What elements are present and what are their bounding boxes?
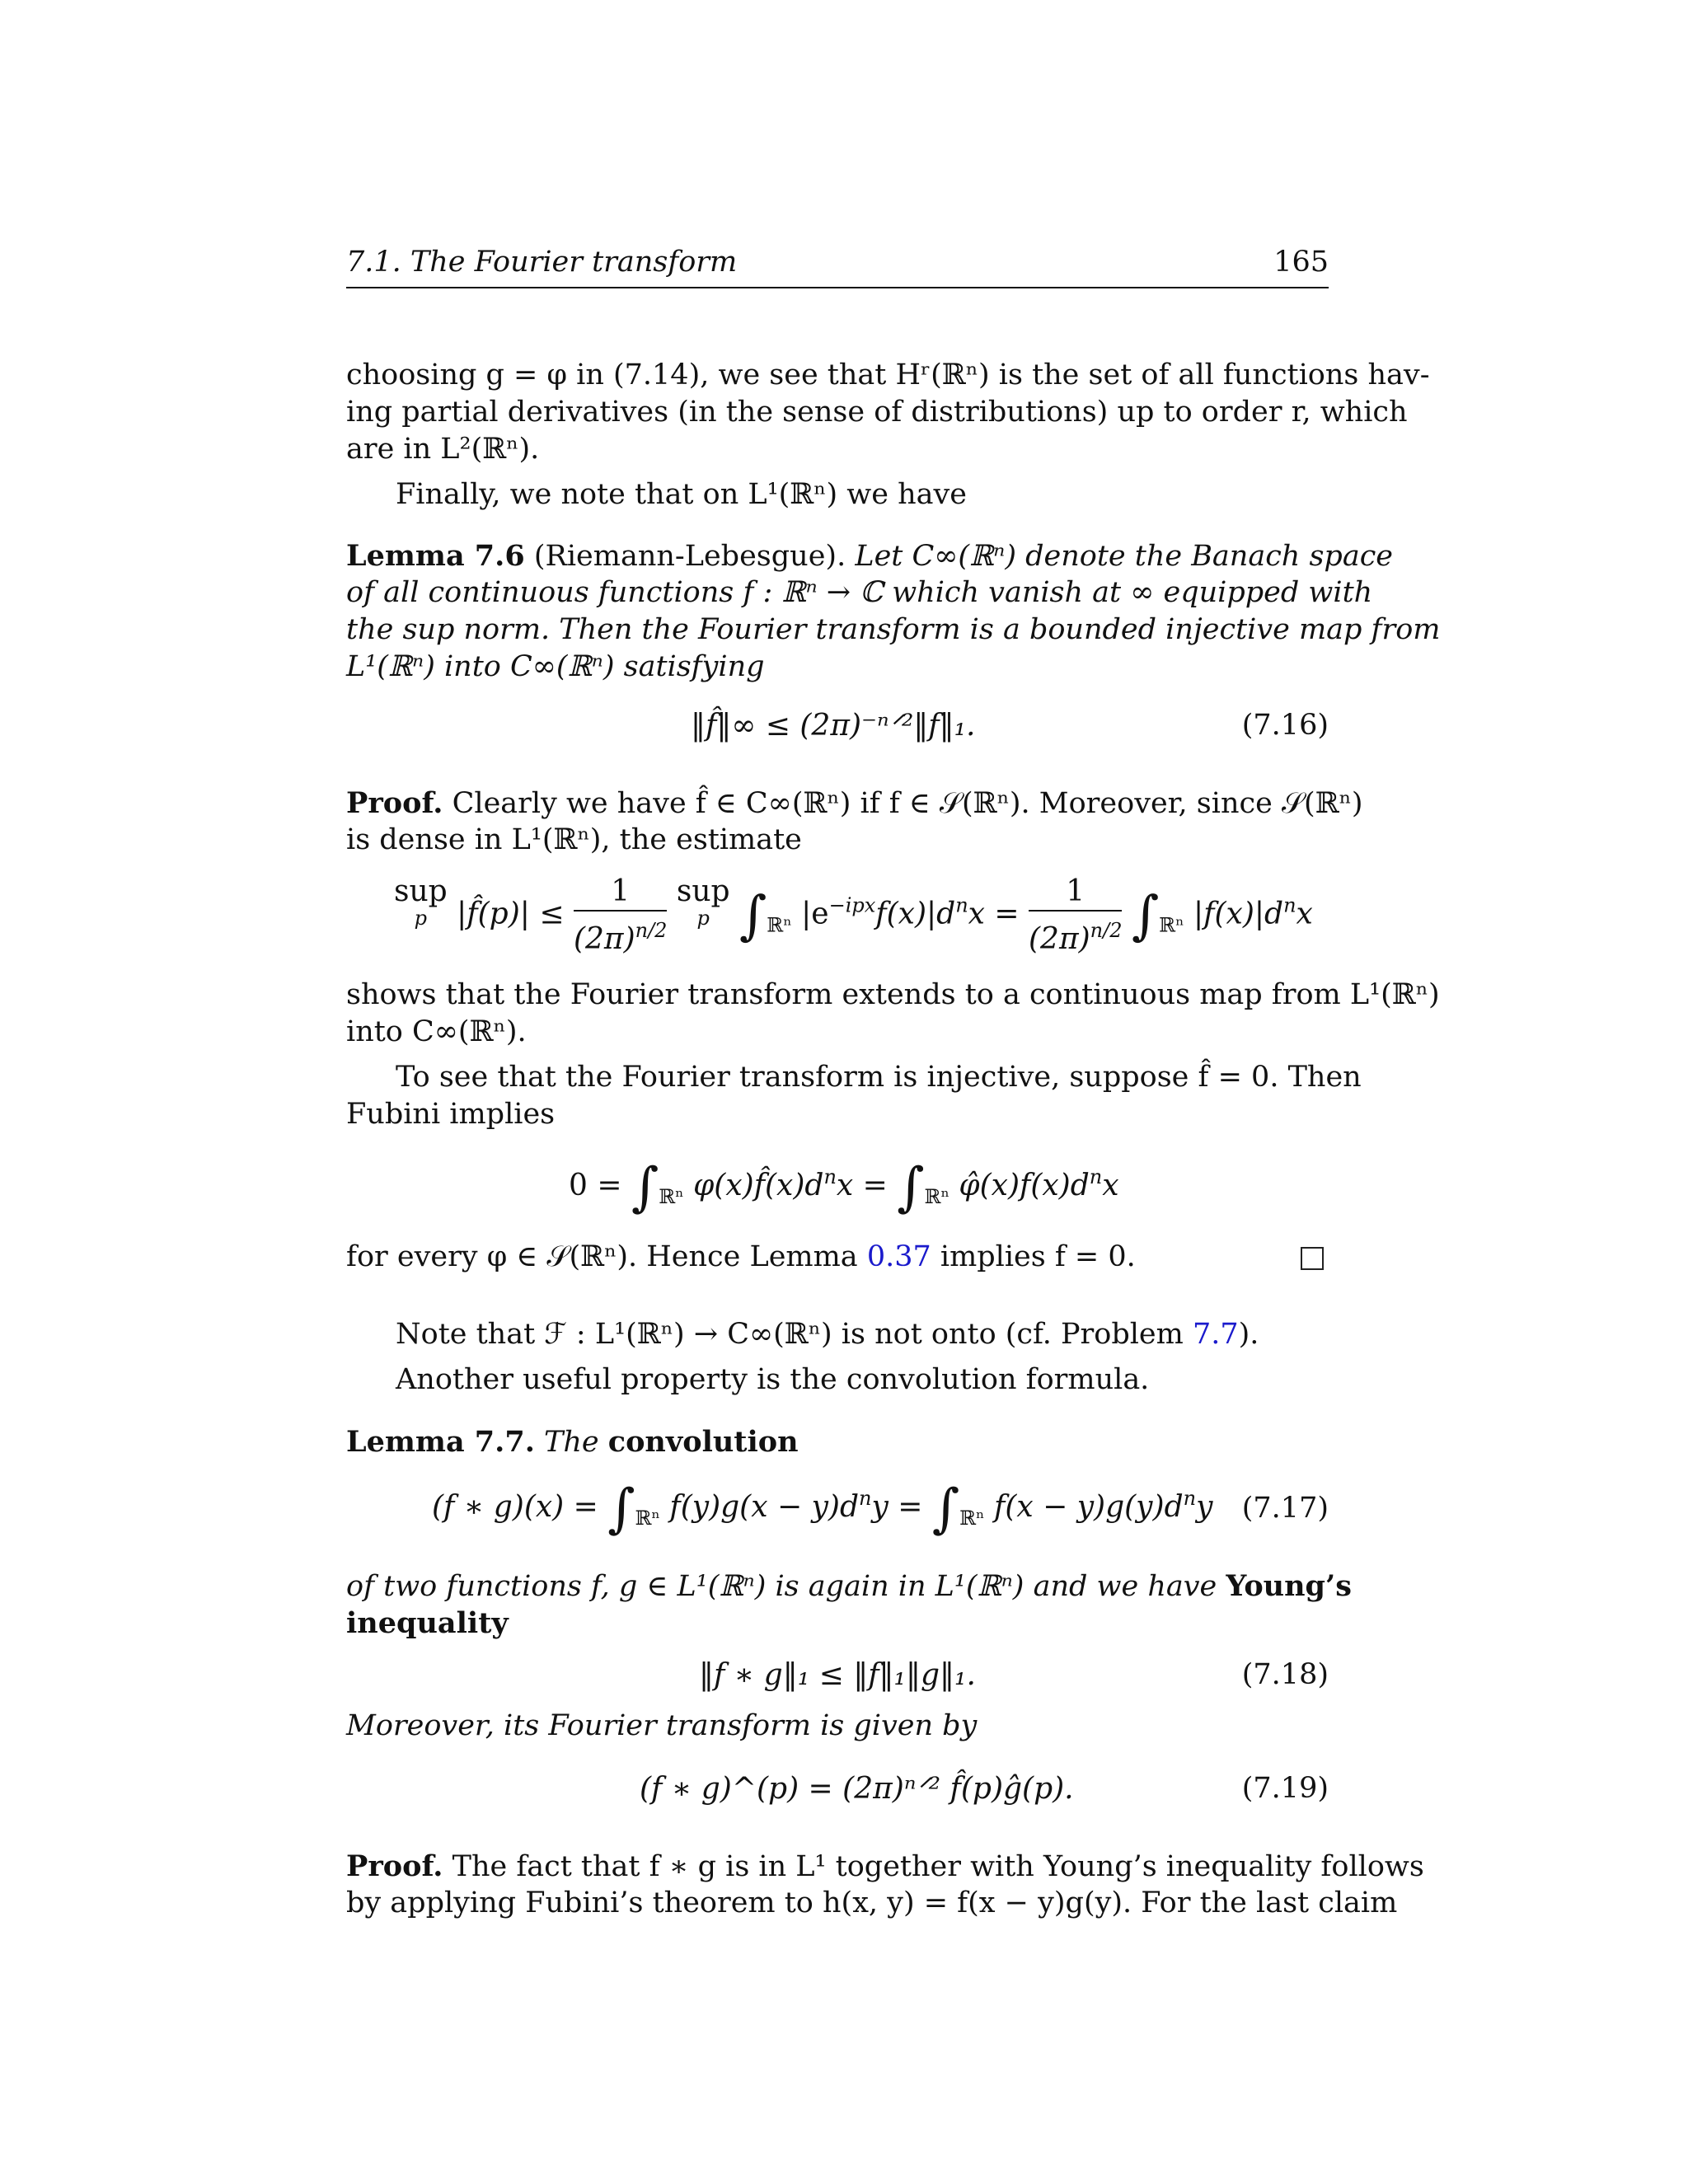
proof2-label: Proof. [346, 1849, 443, 1883]
lemma76-line3: the sup norm. Then the Fourier transform is a bounded injective map from [346, 613, 1441, 646]
proof1-line6: Fubini implies [346, 1098, 556, 1131]
proof1-line1 [346, 785, 1363, 823]
lemma76-text1: Let C∞(ℝⁿ) denote the Banach space [855, 540, 1394, 573]
lemma76-name: (Riemann-Lebesgue). [533, 540, 846, 573]
proof1-line2: is dense in L¹(ℝⁿ), the estimate [346, 823, 802, 856]
lemma77-line1 [346, 1423, 799, 1461]
proof1-line7-post: implies f = 0. [931, 1240, 1136, 1273]
para4: Another useful property is the convolution formula. [396, 1363, 1150, 1396]
para3-post: ). [1238, 1318, 1259, 1351]
equation-7-17: (f ∗ $g)(x) = \int_{ℝ^n}$ $f(y)g(x - y)d^ny = \int_{ℝ^n}$ $f(x - y)g(y)d^ny$ [432, 1479, 1213, 1540]
eqnum-7-18: (7.18) [1241, 1658, 1329, 1691]
lemma77-term: convolution [607, 1425, 799, 1459]
proof1-line7 [346, 1239, 1136, 1276]
lemma77-term2a: Young’s [1226, 1569, 1352, 1603]
lemma77-text2: of two functions f, g ∈ L¹(ℝⁿ) is again in L¹(ℝⁿ) and we have [346, 1570, 1217, 1603]
para1-line2: ing partial derivatives (in the sense of distributions) up to order r, which [346, 396, 1408, 429]
running-header [346, 246, 1329, 288]
equation-7-19: (f ∗ g)^(p) = (2π)ⁿᐟ² f̂(p)ĝ(p). [640, 1772, 1074, 1806]
proof1-text1: Clearly we have f̂ ∈ C∞(ℝⁿ) if f ∈ 𝒮(ℝⁿ). Moreover, since 𝒮(ℝⁿ) [452, 787, 1363, 820]
para2: Finally, we note that on L¹(ℝⁿ) we have [396, 478, 967, 511]
para3 [396, 1316, 1259, 1353]
eqnum-7-19: (7.19) [1241, 1772, 1329, 1805]
equation-7-16: ‖f̂‖∞ ≤ (2π)⁻ⁿᐟ²‖f‖₁. [691, 709, 976, 743]
link-problem-7-7[interactable]: 7.7 [1192, 1318, 1239, 1351]
lemma76-line4: L¹(ℝⁿ) into C∞(ℝⁿ) satisfying [346, 650, 765, 683]
lemma76-line1 [346, 537, 1393, 575]
proof1-line4: into C∞(ℝⁿ). [346, 1015, 527, 1048]
lemma76-line2: of all continuous functions f : ℝⁿ → ℂ which vanish at ∞ equipped with [346, 576, 1373, 609]
link-lemma-0-37[interactable]: 0.37 [866, 1240, 931, 1273]
proof2-line2: by applying Fubini’s theorem to h(x, y) = f(x − y)g(y). For the last claim [346, 1886, 1398, 1919]
eqnum-7-17: (7.17) [1241, 1492, 1329, 1525]
proof2-line1 [346, 1848, 1424, 1886]
lemma77-label: Lemma 7.7. [346, 1425, 535, 1459]
section-title: 7.1. The Fourier transform [346, 246, 738, 279]
proof1-line3: shows that the Fourier transform extends to a continuous map from L¹(ℝⁿ) [346, 978, 1440, 1011]
para1-line3: are in L²(ℝⁿ). [346, 433, 540, 466]
fubini-equation: $0 = \int_{ℝ^n}$ $\varphi(x)f̂(x)d^nx = \int_{ℝ^n}$ $\varphî(x)f(x)d^nx$ [569, 1157, 1119, 1218]
proof1-label: Proof. [346, 786, 443, 820]
proof2-text1: The fact that f ∗ g is in L¹ together with Young’s inequality follows [452, 1850, 1424, 1883]
proof1-line7-pre: for every φ ∈ 𝒮(ℝⁿ). Hence Lemma [346, 1240, 867, 1273]
eqnum-7-16: (7.16) [1241, 709, 1329, 742]
para3-pre: Note that ℱ : L¹(ℝⁿ) → C∞(ℝⁿ) is not onto (cf. Problem [396, 1318, 1193, 1351]
page-number: 165 [1273, 246, 1329, 279]
lemma77-line2 [346, 1568, 1352, 1605]
lemma76-label: Lemma 7.6 [346, 539, 525, 573]
proof1-line5: To see that the Fourier transform is injective, suppose f̂ = 0. Then [396, 1061, 1362, 1094]
equation-7-18: ‖f ∗ g‖₁ ≤ ‖f‖₁‖g‖₁. [699, 1658, 976, 1692]
lemma77-line3: Moreover, its Fourier transform is given by [346, 1709, 978, 1742]
lemma77-intro: The [544, 1426, 599, 1459]
para1-line1: choosing g = φ in (7.14), we see that Hʳ(ℝⁿ) is the set of all functions hav- [346, 359, 1430, 391]
qed-symbol [1301, 1247, 1324, 1270]
lemma77-term2b: inequality [346, 1606, 509, 1640]
estimate-equation: sup p |f̂(p)| ≤ $\frac{1}{(2\pi)^{n/2}}$ sup p $\int_{ℝ^n}$ $|e^{-ipx}f(x)|d^nx$ = $\frac{1}{(2\pi)^{n/2}}$ $\int_{ℝ^n}$ $|f(x)|d^nx$ [394, 874, 1313, 956]
